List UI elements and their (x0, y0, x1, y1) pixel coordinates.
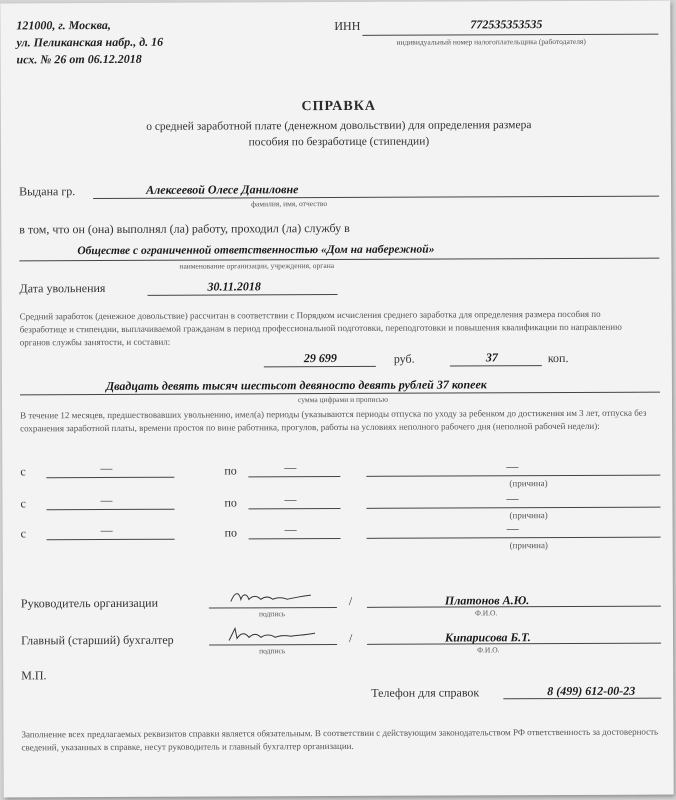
dismissal-date: 30.11.2018 (207, 279, 261, 294)
period-3-to-label: по (224, 525, 238, 540)
salary-rubles: 29 699 (303, 351, 337, 366)
period-1-reason-caption: (причина) (509, 478, 548, 489)
director-fio-caption: Ф.И.О. (474, 608, 498, 618)
director-sign-caption: подпись (258, 609, 286, 619)
director-signature (227, 587, 317, 607)
inn-line (362, 34, 658, 36)
period-1-reason-dash: — (506, 459, 519, 474)
period-1-from-label: с (20, 464, 26, 479)
outgoing-reference: исх. № 26 от 06.12.2018 (16, 51, 142, 67)
phone-label: Телефон для справок (371, 685, 480, 700)
salary-words-caption: сумма цифрами и прописью (297, 394, 388, 405)
accountant-sign-caption: подпись (259, 646, 286, 656)
address-line-2: ул. Пеликанская набр., д. 16 (16, 34, 164, 50)
period-3-to-dash: — (284, 522, 297, 537)
inn-label: ИНН (334, 18, 361, 34)
periods-paragraph: В течение 12 месяцев, предшествовавших увольнению, имел(а) периоды (указываются периоды отпуска по уходу за ребенком до достижения им 3 лет, отпуска без сохранения заработной платы, времени простоя по вине работника, прогулов, работы на условиях неполного рабочего дня (неполной рабочей недели): (20, 407, 647, 434)
period-1-to-dash: — (284, 460, 297, 475)
issued-label: Выдана гр. (19, 184, 76, 199)
accountant-signature (225, 624, 321, 644)
phone-line (503, 698, 661, 700)
period-2-from-label: с (20, 496, 26, 511)
director-name: Платонов А.Ю. (444, 593, 530, 608)
work-label: в том, что он (она) выполнял (ла) работу, проходил (ла) службу в (19, 220, 350, 237)
stamp-label: М.П. (21, 668, 47, 683)
period-2-to-label: по (224, 495, 237, 510)
period-3-from-label: с (20, 526, 26, 541)
period-3-to-line (249, 538, 341, 539)
salary-in-words: Двадцать девять тысяч шестьсот девяносто девять рублей 37 копеек (105, 377, 487, 394)
document-subtitle-1: о средней заработной плате (денежном довольствии) для определения размера (146, 119, 532, 133)
kopecks-label: коп. (547, 350, 569, 366)
inn-caption: индивидуальный номер налогоплательщика (работодателя) (396, 36, 586, 47)
salary-kopecks: 37 (485, 350, 498, 365)
period-1-to-line (248, 476, 340, 477)
period-1-from-dash: — (100, 460, 113, 476)
recipient-name: Алексеевой Олесе Даниловне (146, 182, 299, 197)
rubles-line (264, 366, 376, 367)
footer-note: Заполнение всех предлагаемых реквизитов справки является обязательным. В соответствии с действующим законодательством РФ ответственность за достоверность сведений, указанных в справке, несут руководитель и главный бухгалтер организации. (21, 726, 659, 753)
dismissal-line (148, 294, 338, 296)
phone-value: 8 (499) 612-00-23 (547, 683, 636, 699)
period-3-reason-caption: (причина) (509, 540, 548, 551)
address-line-1: 121000, г. Москва, (16, 17, 111, 33)
period-2-reason-line (366, 507, 660, 509)
period-3-from-line (47, 539, 175, 541)
inn-value: 772535353535 (470, 17, 543, 32)
dismissal-label: Дата увольнения (19, 281, 106, 296)
organization-line (19, 258, 659, 262)
recipient-caption: фамилия, имя, отчество (251, 199, 328, 209)
period-2-from-line (46, 509, 174, 511)
period-2-to-line (248, 508, 340, 509)
period-1-to-label: по (224, 463, 237, 478)
period-1-from-line (46, 477, 174, 479)
period-2-reason-dash: — (506, 491, 519, 506)
director-slash: / (348, 593, 353, 608)
organization-caption: наименование организации, учреждения, органа (179, 261, 335, 271)
accountant-name: Кипарисова Б.Т. (445, 630, 531, 645)
certificate-page (0, 1, 673, 798)
period-3-reason-line (367, 537, 661, 539)
director-label: Руководитель организации (20, 595, 159, 611)
period-1-reason-line (366, 475, 660, 477)
document-title: СПРАВКА (301, 98, 376, 115)
accountant-slash: / (349, 630, 353, 645)
period-2-to-dash: — (284, 492, 297, 507)
period-3-from-dash: — (100, 522, 113, 538)
period-2-from-dash: — (100, 492, 113, 508)
kopecks-line (450, 365, 542, 366)
accountant-fio-caption: Ф.И.О. (477, 645, 500, 655)
organization-name: Обществе с ограниченной ответственностью «Дом на набережной» (77, 243, 435, 258)
period-2-reason-caption: (причина) (509, 510, 548, 521)
rubles-label: руб. (393, 351, 415, 366)
salary-paragraph: Средний заработок (денежное довольствие) рассчитан в соответствии с Порядком исчисления среднего заработка для определения размера пособия по безработице и стипендии, выплачиваемой гражданам в период профессиональной подготовки, переподготовки и повышения квалификации по направлению органов службы занятости, и составил: (19, 308, 622, 348)
document-subtitle-2: пособия по безработице (стипендии) (248, 135, 430, 149)
period-3-reason-dash: — (506, 521, 519, 536)
accountant-label: Главный (старший) бухгалтер (21, 632, 174, 648)
